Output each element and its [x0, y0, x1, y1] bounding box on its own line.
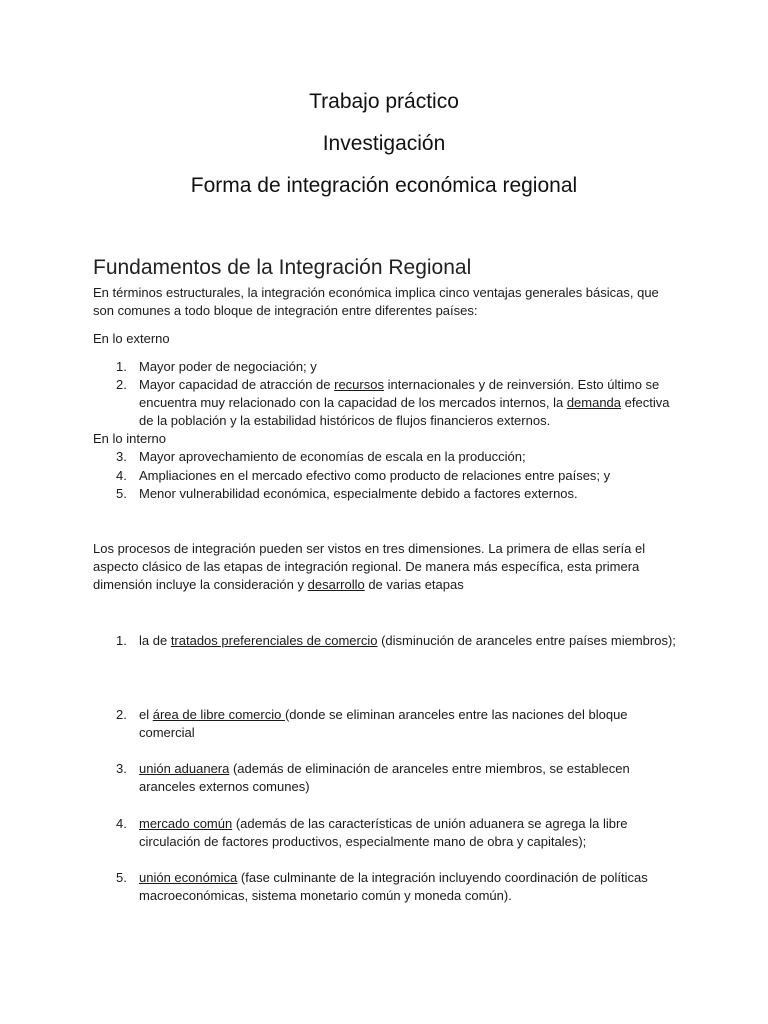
item-text: (además de eliminación de aranceles entre miembros, se establecen aranceles externos comunes) [139, 761, 630, 794]
item-text: (donde se eliminan aranceles entre las naciones del bloque comercial [139, 707, 628, 740]
list-number: 4. [116, 816, 127, 831]
item-text: el [139, 707, 153, 722]
tratados-link[interactable]: tratados preferenciales de comercio [170, 633, 378, 648]
recursos-link[interactable]: recursos [334, 377, 384, 392]
list-item [139, 706, 684, 742]
list-item [139, 632, 684, 650]
intro-paragraph: En términos estructurales, la integración económica implica cinco ventajas generales básicas, que son comunes a todo bloque de integración entre diferentes países: [93, 285, 659, 318]
paragraph-text: de varias etapas [364, 577, 464, 592]
list-number: 2. [116, 377, 127, 392]
list-item: Mayor aprovechamiento de economías de escala en la producción; [139, 449, 526, 464]
external-label: En lo externo [93, 331, 170, 346]
title-line-1: Trabajo práctico [309, 90, 459, 113]
list-number: 4. [116, 468, 127, 483]
item-text: (además de las características de unión aduanera se agrega la libre circulación de factores productivos, especialmente mano de obra y capitales); [139, 816, 628, 849]
list-item [139, 376, 684, 430]
item-text: la de [139, 633, 171, 648]
internal-label: En lo interno [93, 431, 166, 446]
demanda-link[interactable]: demanda [566, 395, 622, 410]
list-item [139, 815, 684, 851]
list-number: 5. [116, 870, 127, 885]
item-text: (disminución de aranceles entre países miembros); [377, 633, 676, 648]
list-number: 2. [116, 707, 127, 722]
item-text: (fase culminante de la integración incluyendo coordinación de políticas macroeconómicas, sistema monetario común y moneda común). [139, 870, 648, 903]
title-line-2: Investigación [322, 132, 446, 155]
union-economica-link[interactable]: unión económica [139, 870, 238, 885]
list-item [139, 869, 684, 905]
list-number: 3. [116, 449, 127, 464]
item-text: efectiva de la población y la estabilidad históricos de flujos financieros externos. [139, 395, 670, 428]
list-number: 1. [116, 633, 127, 648]
list-item: Ampliaciones en el mercado efectivo como producto de relaciones entre países; y [139, 468, 611, 483]
dimensions-paragraph [93, 540, 683, 594]
section-heading: Fundamentos de la Integración Regional [93, 256, 472, 279]
list-item: Menor vulnerabilidad económica, especialmente debido a factores externos. [139, 486, 578, 501]
mercado-comun-link[interactable]: mercado común [139, 816, 233, 831]
title-line-3: Forma de integración económica regional [190, 174, 578, 197]
paragraph-text: Los procesos de integración pueden ser vistos en tres dimensiones. La primera de ellas sería el aspecto clásico de las etapas de integración regional. De manera más específica, esta primera dimensión incluye la consideración y [93, 541, 646, 592]
item-text: internacionales y de reinversión. Esto último se encuentra muy relacionado con la capacidad de los mercados internos, la [139, 377, 660, 410]
item-text: Mayor capacidad de atracción de [139, 377, 335, 392]
list-number: 5. [116, 486, 127, 501]
list-number: 3. [116, 761, 127, 776]
union-aduanera-link[interactable]: unión aduanera [139, 761, 230, 776]
desarrollo-link[interactable]: desarrollo [307, 577, 365, 592]
area-libre-comercio-link[interactable]: área de libre comercio [152, 707, 285, 722]
list-number: 1. [116, 359, 127, 374]
list-item [139, 760, 684, 796]
list-item: Mayor poder de negociación; y [139, 359, 317, 374]
